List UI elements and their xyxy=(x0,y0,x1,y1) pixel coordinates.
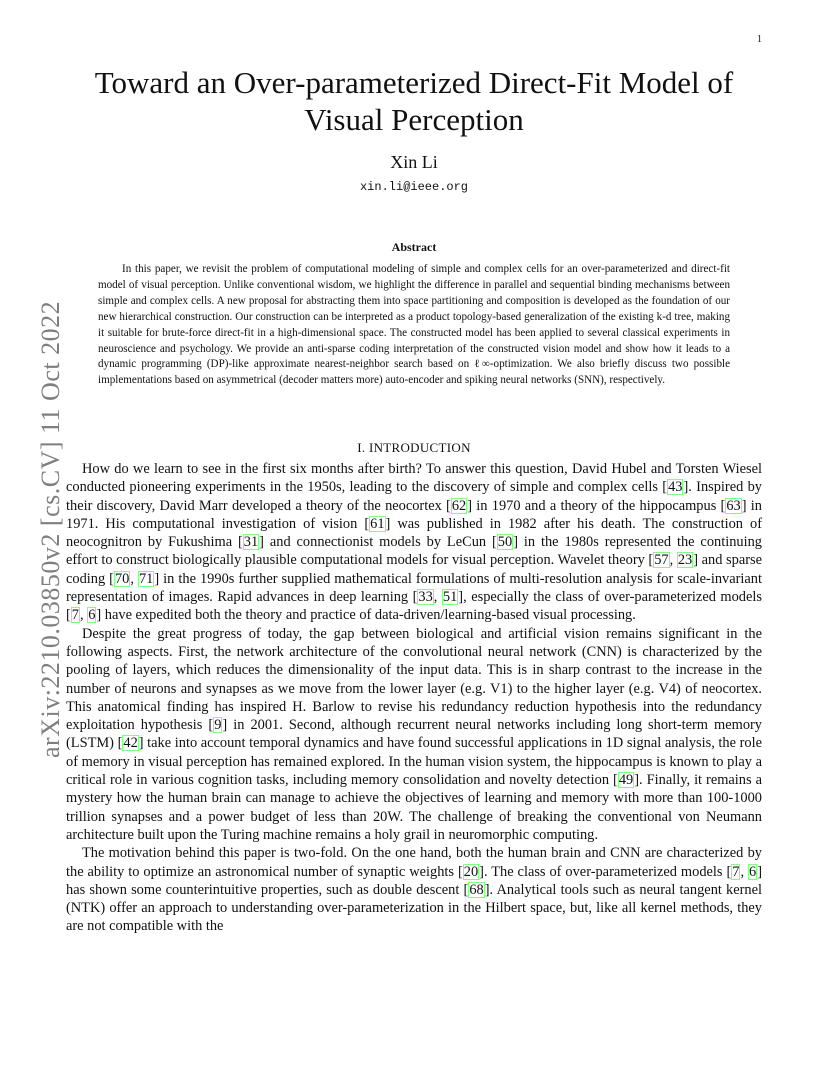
paragraph-text: ] was published in 1982 after his death. The construction of neocognitron by Fukushima [ xyxy=(66,515,763,551)
abstract-heading: Abstract xyxy=(391,240,437,254)
paragraph-text: ] in the 1990s further supplied mathematical formulations of multi-resolution analysis for scale-invariant representation of images. Rapid advances in deep learning [ xyxy=(66,570,762,606)
citation-link[interactable]: 7 xyxy=(71,607,79,624)
paragraph-text: ] and sparse coding [ xyxy=(66,552,762,587)
paragraph-text: ] have expedited both the theory and practice of data-driven/learning-based visual processing. xyxy=(96,607,636,624)
paragraph-text: ]. Analytical tools such as neural tangent kernel (NTK) offer an approach to understanding over-parameterization in the Hilbert space, but, like all kernel methods, they are not compatible with the xyxy=(66,881,763,935)
citation-link[interactable]: 31 xyxy=(243,534,259,551)
citation-link[interactable]: 57 xyxy=(654,552,669,569)
paragraph-text: ]. The class of over-parameterized models [ xyxy=(479,863,732,880)
paragraph-text: ] take into account temporal dynamics and have found successful applications in 1D signal analysis, the role of memory in visual perception has remained explored. In the human vision system, the hippocampus is known to play a critical role in various cognition tasks, including memory consolidation and novelty detection [ xyxy=(66,735,762,789)
citation-link[interactable]: 42 xyxy=(123,735,138,752)
citation-link[interactable]: 71 xyxy=(138,570,154,587)
paragraph-text: ] in the 1980s represented the continuing effort to construct biologically plausible computational models for visual perception. Wavelet theory [ xyxy=(66,534,762,569)
citation-link[interactable]: 43 xyxy=(668,479,683,496)
citation-link[interactable]: 23 xyxy=(677,552,693,569)
citation-link[interactable]: 9 xyxy=(214,717,222,734)
introduction-body xyxy=(66,460,762,936)
paragraph-text: , xyxy=(669,552,677,569)
paragraph-text: , xyxy=(80,607,88,624)
citation-link[interactable]: 50 xyxy=(497,534,513,551)
author-email[interactable]: xin.li@ieee.org xyxy=(359,180,469,194)
paragraph-3 xyxy=(66,844,762,935)
citation-link[interactable]: 68 xyxy=(469,881,484,898)
paragraph-text: ] in 1970 and a theory of the hippocampus [ xyxy=(467,497,726,514)
paragraph-text: ], especially the class of over-parameterized models [ xyxy=(66,589,762,624)
citation-link[interactable]: 7 xyxy=(732,863,740,880)
paragraph-text: , xyxy=(433,589,442,606)
citation-link[interactable]: 61 xyxy=(370,515,385,532)
paragraph-text: , xyxy=(130,570,138,587)
citation-link[interactable]: 33 xyxy=(418,589,433,606)
paragraph-text: ] has shown some counterintuitive properties, such as double descent [ xyxy=(66,863,762,898)
paragraph-text: The motivation behind this paper is two-fold. On the one hand, both the human brain and CNN are characterized by the ability to optimize an astronomical number of synaptic weights [ xyxy=(66,845,762,880)
paragraph-1 xyxy=(66,460,762,625)
paragraph-text: ]. Inspired by their discovery, David Marr developed a theory of the neocortex [ xyxy=(66,479,762,514)
citation-link[interactable]: 62 xyxy=(451,497,467,514)
page-number: 1 xyxy=(757,34,762,45)
paragraph-text: ] and connectionist models by LeCun [ xyxy=(259,534,497,551)
citation-link[interactable]: 6 xyxy=(88,607,96,624)
paper-title-line-2: Visual Perception xyxy=(304,102,524,137)
citation-link[interactable]: 6 xyxy=(749,863,757,880)
paragraph-2 xyxy=(66,625,762,845)
citation-link[interactable]: 20 xyxy=(463,863,479,880)
citation-link[interactable]: 51 xyxy=(442,589,458,606)
abstract-body: In this paper, we revisit the problem of computational modeling of simple and complex cells for an over-parameterized and direct-fit model of visual perception. Unlike conventional wisdom, we highlight the difference in parallel and sequential binding mechanisms between simple and complex cells. A new proposal for abstracting them into space partitioning and composition is developed as the foundation of our new hierarchical construction. Our construction can be interpreted as a product topology-based generalization of the existing k-d tree, making it suitable for brute-force direct-fit in a high-dimensional space. The constructed model has been applied to several classical experiments in neuroscience and psychology. We provide an anti-sparse coding interpretation of the constructed vision model and show how it leads to a dynamic programming (DP)-like approximate nearest-neighbor search based on ℓ∞-optimization. We also briefly discuss two possible implementations based on asymmetrical (decoder matters more) auto-encoder and spiking neural networks (SNN), respectively. xyxy=(98,263,730,387)
section-heading-introduction: I. INTRODUCTION xyxy=(357,440,471,455)
paper-title xyxy=(60,64,768,138)
author-name: Xin Li xyxy=(390,152,438,172)
paragraph-text: ] in 2001. Second, although recurrent neural networks including long short-term memory (LSTM) [ xyxy=(66,717,762,752)
citation-link[interactable]: 63 xyxy=(726,497,741,514)
arxiv-identifier-stamp: arXiv:2210.03850v2 [cs.CV] 11 Oct 2022 xyxy=(36,300,65,758)
paragraph-text: Despite the great progress of today, the gap between biological and artificial vision remains significant in the following aspects. First, the network architecture of the convolutional neural network (CNN) is characterized by the pooling of layers, which reduces the dimensionality of the input data. This is in sharp contrast to the increase in the number of neurons and synapses as we move from the lower layer (e.g. V1) to the higher layer (e.g. V4) of neocortex. This anatomical finding has inspired H. Barlow to revise his redundancy reduction hypothesis into the redundancy exploitation hypothesis [ xyxy=(66,625,762,734)
paper-title-line-1: Toward an Over-parameterized Direct-Fit Model of xyxy=(94,65,734,100)
citation-link[interactable]: 49 xyxy=(618,772,634,789)
paragraph-text: ] in 1971. His computational investigation of vision [ xyxy=(66,497,762,532)
paragraph-text: ]. Finally, it remains a mystery how the human brain can manage to achieve the objectives of learning and memory with more than 100-1000 trillion synapses and a power budget of less than 20W. The challenge of breaking the conventional von Neumann architecture built upon the Turing machine remains a holy grail in neuromorphic computing. xyxy=(66,772,762,843)
citation-link[interactable]: 70 xyxy=(114,570,130,587)
paragraph-text: , xyxy=(740,863,748,880)
paragraph-text: How do we learn to see in the first six months after birth? To answer this question, David Hubel and Torsten Wiesel conducted pioneering experiments in the 1950s, leading to the discovery of simple and complex cells [ xyxy=(66,461,762,496)
